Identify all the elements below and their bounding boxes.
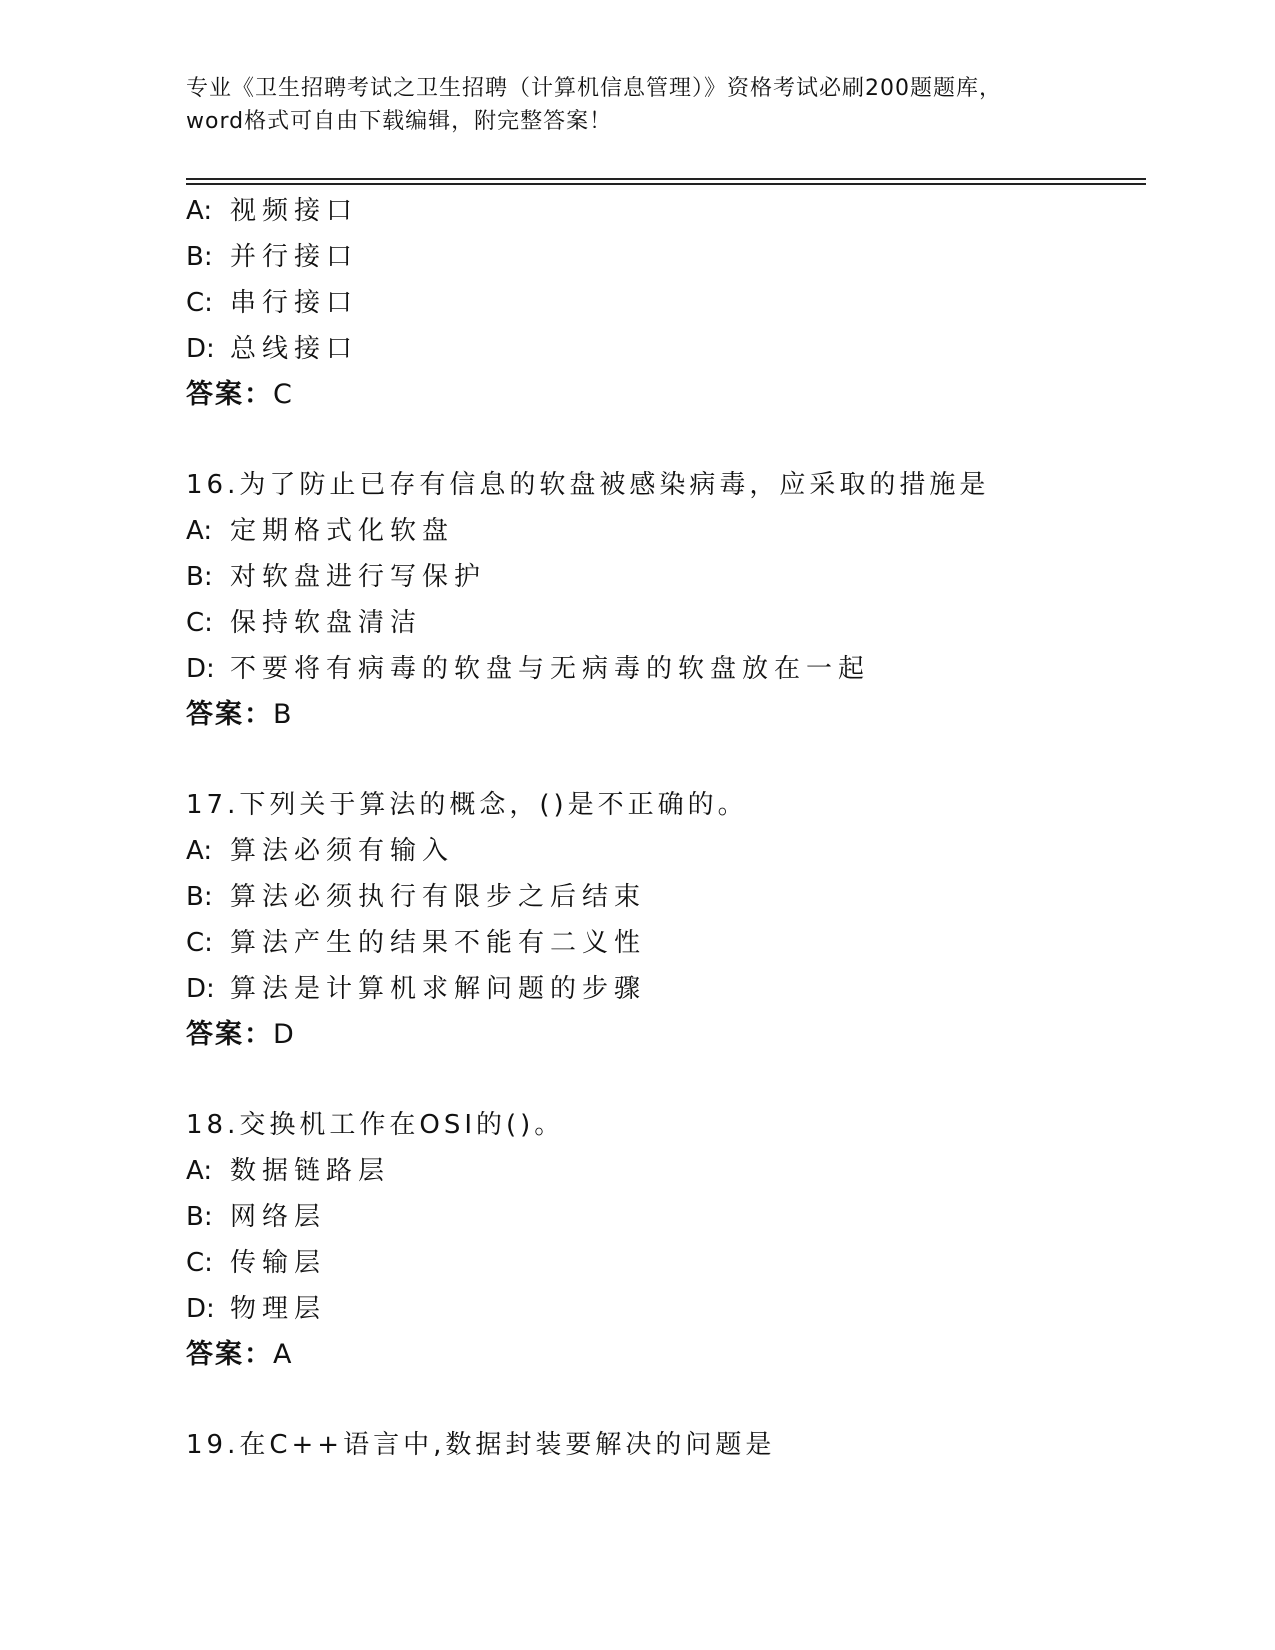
header-line-2: word格式可自由下载编辑，附完整答案！ bbox=[186, 109, 613, 134]
option-d: D: 总线接口 bbox=[186, 334, 359, 364]
question-text: 19.在C++语言中,数据封装要解决的问题是 bbox=[186, 1430, 776, 1460]
option-d: D: 物理层 bbox=[186, 1294, 327, 1324]
header-divider-top bbox=[186, 178, 1146, 180]
option-c: C: 串行接口 bbox=[186, 288, 359, 318]
answer-line: 答案：D bbox=[186, 1019, 296, 1050]
question-text: 18.交换机工作在OSI的()。 bbox=[186, 1110, 565, 1140]
header-line-1: 专业《卫生招聘考试之卫生招聘（计算机信息管理）》资格考试必刷200题题库， bbox=[186, 76, 1002, 101]
option-a: A: 视频接口 bbox=[186, 196, 359, 226]
answer-line: 答案：B bbox=[186, 699, 294, 730]
question-text: 17.下列关于算法的概念，()是不正确的。 bbox=[186, 790, 748, 820]
option-a: A: 定期格式化软盘 bbox=[186, 516, 455, 546]
option-d: D: 算法是计算机求解问题的步骤 bbox=[186, 974, 647, 1004]
question-block-16 bbox=[186, 462, 1146, 738]
question-block-17 bbox=[186, 782, 1146, 1058]
question-block-15 bbox=[186, 188, 1146, 418]
option-a: A: 算法必须有输入 bbox=[186, 836, 455, 866]
option-b: B: 算法必须执行有限步之后结束 bbox=[186, 882, 647, 912]
question-block-19 bbox=[186, 1422, 1146, 1468]
option-c: C: 传输层 bbox=[186, 1248, 327, 1278]
header-divider-bottom bbox=[186, 183, 1146, 185]
answer-line: 答案：A bbox=[186, 1339, 294, 1370]
option-b: B: 网络层 bbox=[186, 1202, 327, 1232]
question-list bbox=[186, 188, 1146, 1468]
question-block-18 bbox=[186, 1102, 1146, 1378]
option-a: A: 数据链路层 bbox=[186, 1156, 391, 1186]
option-d: D: 不要将有病毒的软盘与无病毒的软盘放在一起 bbox=[186, 654, 871, 684]
question-text: 16.为了防止已存有信息的软盘被感染病毒，应采取的措施是 bbox=[186, 470, 990, 500]
option-c: C: 算法产生的结果不能有二义性 bbox=[186, 928, 647, 958]
answer-line: 答案：C bbox=[186, 379, 294, 410]
document-header bbox=[186, 72, 1096, 138]
option-c: C: 保持软盘清洁 bbox=[186, 608, 423, 638]
option-b: B: 并行接口 bbox=[186, 242, 359, 272]
option-b: B: 对软盘进行写保护 bbox=[186, 562, 487, 592]
